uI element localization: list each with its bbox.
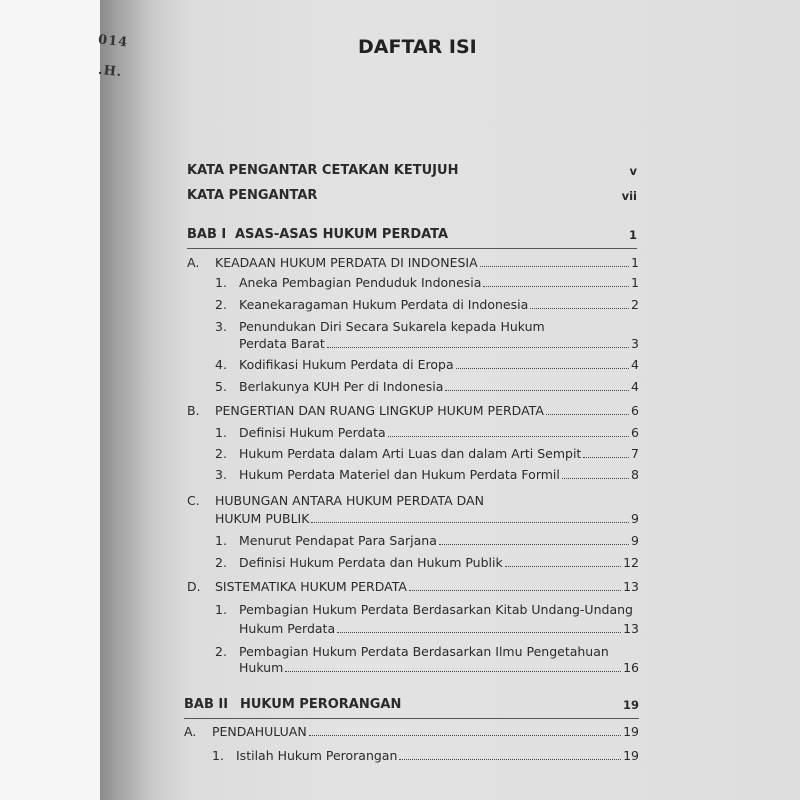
page-title: DAFTAR ISI (358, 36, 477, 58)
entry-label: Keanekaragaman Hukum Perdata di Indonesia (239, 297, 529, 312)
entry-label-cont: HUKUM PUBLIK (215, 511, 310, 526)
entry-label: Penundukan Diri Secara Sukarela kepada Hukum (239, 319, 545, 334)
entry-label: Menurut Pendapat Para Sarjana (239, 533, 437, 548)
entry-page: 9 (631, 533, 639, 548)
entry-page: 1 (631, 275, 639, 290)
item-number: 2. (215, 555, 227, 570)
toc-item (215, 357, 639, 372)
toc-item-cont (239, 621, 639, 636)
section-letter: C. (187, 493, 200, 508)
entry-page: 19 (623, 748, 639, 763)
toc-chapter (187, 227, 637, 242)
toc-item-cont (239, 660, 639, 675)
entry-label: KEADAAN HUKUM PERDATA DI INDONESIA (215, 255, 478, 270)
entry-label: HUBUNGAN ANTARA HUKUM PERDATA DAN (215, 493, 484, 508)
entry-label-cont: Perdata Barat (239, 336, 325, 351)
entry-label: PENGERTIAN DAN RUANG LINGKUP HUKUM PERDATA (215, 403, 544, 418)
toc-item (212, 748, 639, 763)
entry-label: KATA PENGANTAR CETAKAN KETUJUH (187, 163, 459, 178)
entry-label: Istilah Hukum Perorangan (236, 748, 398, 763)
toc-section-cont (215, 511, 639, 526)
entry-label: Kodifikasi Hukum Perdata di Eropa (239, 357, 454, 372)
entry-label: PENDAHULUAN (212, 724, 307, 739)
entry-page: 4 (631, 379, 639, 394)
left-page-text: .H. (97, 62, 124, 81)
entry-page: 9 (631, 511, 639, 526)
entry-label: KATA PENGANTAR (187, 188, 318, 203)
left-page-text: 014 (97, 32, 129, 51)
toc-section (187, 255, 639, 270)
item-number: 3. (215, 319, 227, 334)
section-letter: A. (187, 255, 200, 270)
divider (184, 718, 639, 719)
item-number: 2. (215, 297, 227, 312)
entry-page: 12 (623, 555, 639, 570)
toc-item (215, 379, 639, 394)
chapter-title: HUKUM PERORANGAN (240, 697, 402, 712)
toc-section (184, 724, 639, 739)
left-page (0, 0, 100, 800)
entry-label-cont: Hukum (239, 660, 284, 675)
item-number: 1. (215, 425, 227, 440)
entry-label: Hukum Perdata Materiel dan Hukum Perdata Formil (239, 467, 560, 482)
item-number: 1. (212, 748, 224, 763)
entry-page: 6 (631, 425, 639, 440)
toc-item (215, 319, 545, 334)
entry-page: 1 (628, 228, 637, 242)
item-number: 3. (215, 467, 227, 482)
entry-page: v (629, 164, 637, 178)
item-number: 2. (215, 446, 227, 461)
item-number: 1. (215, 533, 227, 548)
entry-label: Pembagian Hukum Perdata Berdasarkan Ilmu Pengetahuan (239, 644, 609, 659)
entry-page: 2 (631, 297, 639, 312)
toc-item (215, 602, 633, 617)
item-number: 5. (215, 379, 227, 394)
item-number: 1. (215, 275, 227, 290)
entry-page: 8 (631, 467, 639, 482)
entry-label-cont: Hukum Perdata (239, 621, 336, 636)
entry-label: Pembagian Hukum Perdata Berdasarkan Kitab Undang-Undang (239, 602, 633, 617)
entry-page: 13 (623, 621, 639, 636)
toc-chapter (184, 697, 639, 712)
entry-page: 4 (631, 357, 639, 372)
entry-page: 19 (622, 698, 639, 712)
toc-entry-front (187, 163, 637, 178)
entry-label: SISTEMATIKA HUKUM PERDATA (215, 579, 407, 594)
toc-section (187, 403, 639, 418)
toc-item (215, 297, 639, 312)
entry-label: Definisi Hukum Perdata dan Hukum Publik (239, 555, 503, 570)
toc-page (150, 0, 800, 800)
chapter-number: BAB I (187, 227, 227, 242)
toc-item (215, 555, 639, 570)
entry-page: 3 (631, 336, 639, 351)
toc-item (215, 446, 639, 461)
entry-page: 13 (623, 579, 639, 594)
section-letter: A. (184, 724, 197, 739)
entry-page: vii (621, 189, 637, 203)
item-number: 4. (215, 357, 227, 372)
toc-section (187, 493, 484, 508)
toc-section (187, 579, 639, 594)
entry-label: Aneka Pembagian Penduduk Indonesia (239, 275, 482, 290)
chapter-number: BAB II (184, 697, 229, 712)
section-letter: D. (187, 579, 201, 594)
item-number: 1. (215, 602, 227, 617)
toc-item-cont (239, 336, 639, 351)
entry-page: 6 (631, 403, 639, 418)
entry-page: 19 (623, 724, 639, 739)
entry-page: 7 (631, 446, 639, 461)
section-letter: B. (187, 403, 200, 418)
entry-label: Hukum Perdata dalam Arti Luas dan dalam Arti Sempit (239, 446, 582, 461)
chapter-title: ASAS-ASAS HUKUM PERDATA (235, 227, 449, 242)
toc-item (215, 275, 639, 290)
item-number: 2. (215, 644, 227, 659)
toc-entry-front (187, 188, 637, 203)
toc-item (215, 425, 639, 440)
entry-label: Definisi Hukum Perdata (239, 425, 386, 440)
toc-item (215, 467, 639, 482)
entry-label: Berlakunya KUH Per di Indonesia (239, 379, 444, 394)
toc-item (215, 533, 639, 548)
page-gutter (100, 0, 152, 800)
divider (187, 248, 637, 249)
toc-item (215, 644, 609, 659)
entry-page: 16 (623, 660, 639, 675)
entry-page: 1 (631, 255, 639, 270)
